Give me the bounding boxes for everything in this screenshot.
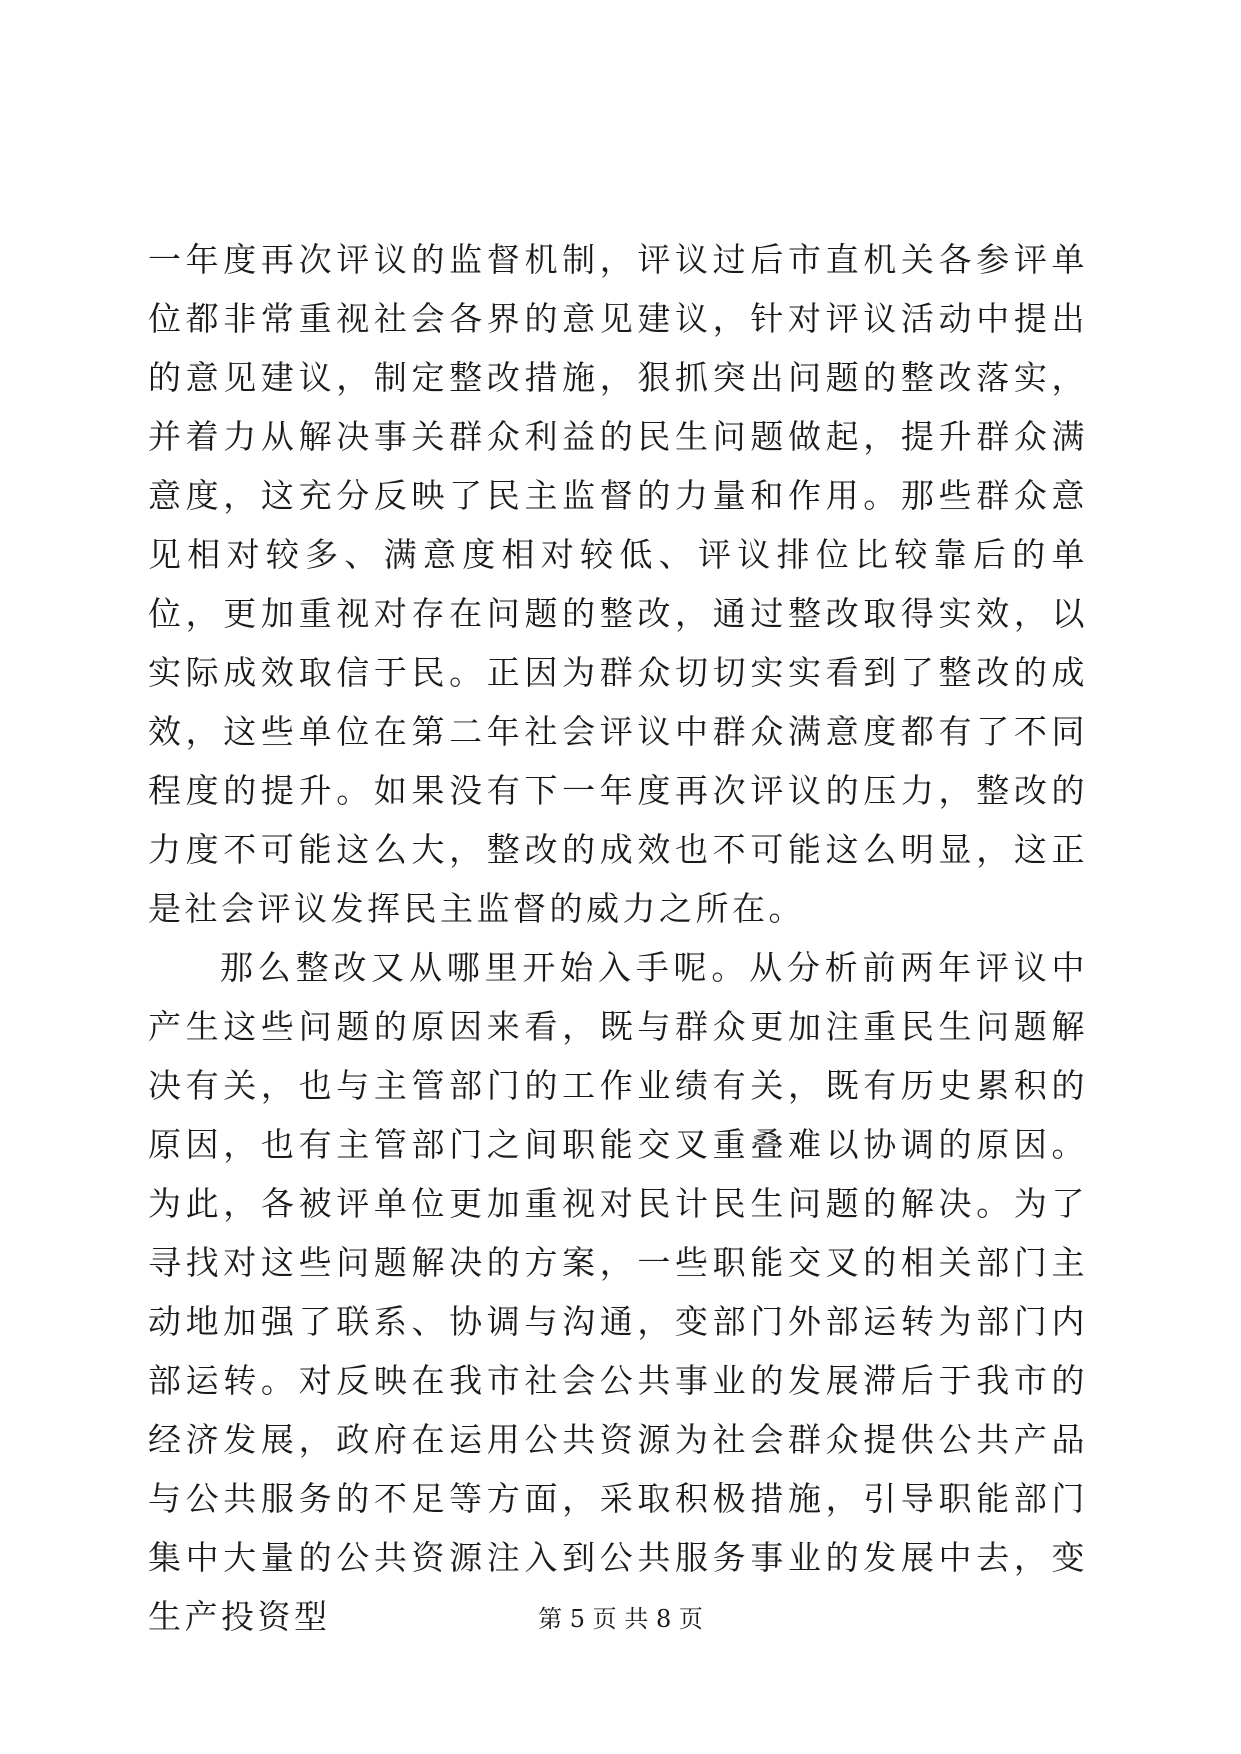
paragraph-1: 一年度再次评议的监督机制，评议过后市直机关各参评单位都非常重视社会各界的意见建议，针对评议活动中提出的意见建议，制定整改措施，狠抓突出问题的整改落实，并着力从解决事关群众利益的民生问题做起，提升群众满意度，这充分反映了民主监督的力量和作用。那些群众意见相对较多、满意度相对较低、评议排位比较靠后的单位，更加重视对存在问题的整改，通过整改取得实效，以实际成效取信于民。正因为群众切切实实看到了整改的成效，这些单位在第二年社会评议中群众满意度都有了不同程度的提升。如果没有下一年度再次评议的压力，整改的力度不可能这么大，整改的成效也不可能这么明显，这正是社会评议发挥民主监督的威力之所在。	[148, 240, 1088, 928]
page-number-footer: 第 5 页 共 8 页	[538, 1605, 703, 1633]
document-body	[148, 230, 1088, 1646]
paragraph-2: 那么整改又从哪里开始入手呢。从分析前两年评议中产生这些问题的原因来看，既与群众更加注重民生问题解决有关，也与主管部门的工作业绩有关，既有历史累积的原因，也有主管部门之间职能交叉重叠难以协调的原因。为此，各被评单位更加重视对民计民生问题的解决。为了寻找对这些问题解决的方案，一些职能交叉的相关部门主动地加强了联系、协调与沟通，变部门外部运转为部门内部运转。对反映在我市社会公共事业的发展滞后于我市的经济发展，政府在运用公共资源为社会群众提供公共产品与公共服务的不足等方面，采取积极措施，引导职能部门集中大量的公共资源注入到公共服务事业的发展中去，变生产投资型	[148, 948, 1088, 1636]
